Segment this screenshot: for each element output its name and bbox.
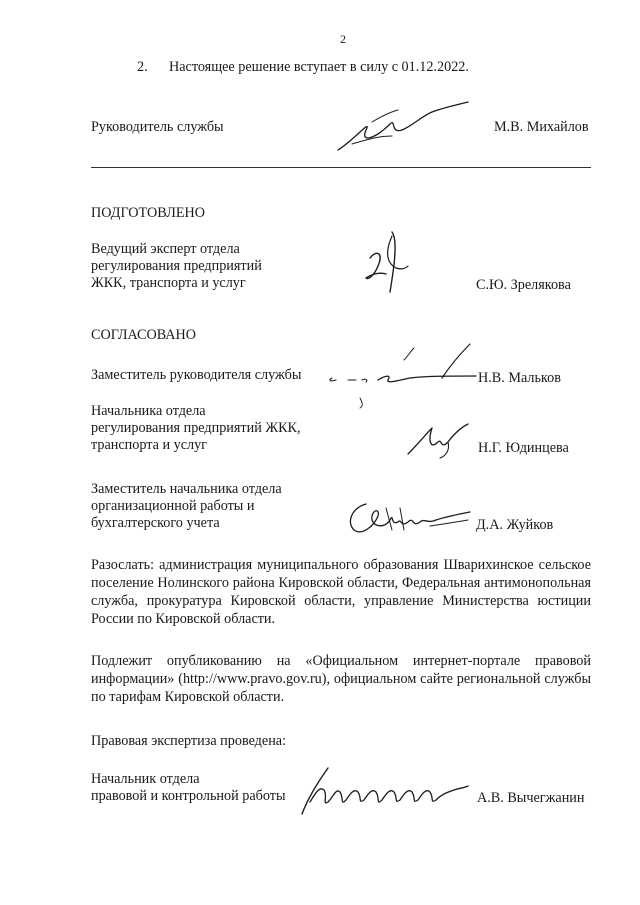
agreed-signer-1-role: Заместитель руководителя службы (91, 367, 302, 383)
agreed-signer-3-name: Д.А. Жуйков (476, 517, 554, 533)
decision-item-text: Настоящее решение вступает в силу с 01.12.2022. (169, 59, 469, 75)
head-name: М.В. Михайлов (494, 119, 589, 135)
agreed-signer-2-signature (404, 420, 474, 460)
decision-item-number: 2. (137, 59, 148, 75)
prepared-role-line-3: ЖКК, транспорта и услуг (91, 275, 246, 291)
prepared-signature (362, 228, 412, 296)
agreed-signer-2-role-line-2: регулирования предприятий ЖКК, (91, 420, 301, 436)
agreed-signer-3-role-line-1: Заместитель начальника отдела (91, 481, 282, 497)
prepared-role-line-2: регулирования предприятий (91, 258, 262, 274)
agreed-signer-1-name: Н.В. Мальков (478, 370, 561, 386)
prepared-role-line-1: Ведущий эксперт отдела (91, 241, 240, 257)
agreed-signer-2-role-line-1: Начальника отдела (91, 403, 206, 419)
prepared-name: С.Ю. Зрелякова (476, 277, 571, 293)
distribution-paragraph (91, 556, 591, 628)
agreed-signer-3-role-line-3: бухгалтерского учета (91, 515, 220, 531)
prepared-heading: ПОДГОТОВЛЕНО (91, 205, 205, 221)
agreed-signer-3-signature (344, 496, 474, 540)
legal-role-line-2: правовой и контрольной работы (91, 788, 286, 804)
agreed-signer-1-signature (326, 340, 486, 410)
legal-role-line-1: Начальник отдела (91, 771, 200, 787)
head-signature (332, 100, 472, 160)
head-title: Руководитель службы (91, 119, 224, 135)
legal-signature (298, 762, 470, 818)
legal-review-note: Правовая экспертиза проведена: (91, 733, 287, 749)
legal-name: А.В. Вычегжанин (477, 790, 585, 806)
page-number: 2 (340, 32, 346, 46)
distribution-text: Разослать: администрация муниципального образования Шварихинское сельское поселение Нолинского района Кировской области, Федеральная антимонопольная служба, прокуратура Кировской области, управление Министерства юстиции России по Кировской области. (91, 557, 591, 627)
agreed-signer-2-role-line-3: транспорта и услуг (91, 437, 207, 453)
agreed-heading: СОГЛАСОВАНО (91, 327, 197, 343)
publication-paragraph (91, 652, 591, 706)
signature-divider (91, 167, 591, 168)
agreed-signer-3-role-line-2: организационной работы и (91, 498, 255, 514)
agreed-signer-2-name: Н.Г. Юдинцева (478, 440, 569, 456)
publication-text: Подлежит опубликованию на «Официальном интернет-портале правовой информации» (http://www.pravo.gov.ru), официальном сайте региональной службы по тарифам Кировской области. (91, 653, 591, 705)
